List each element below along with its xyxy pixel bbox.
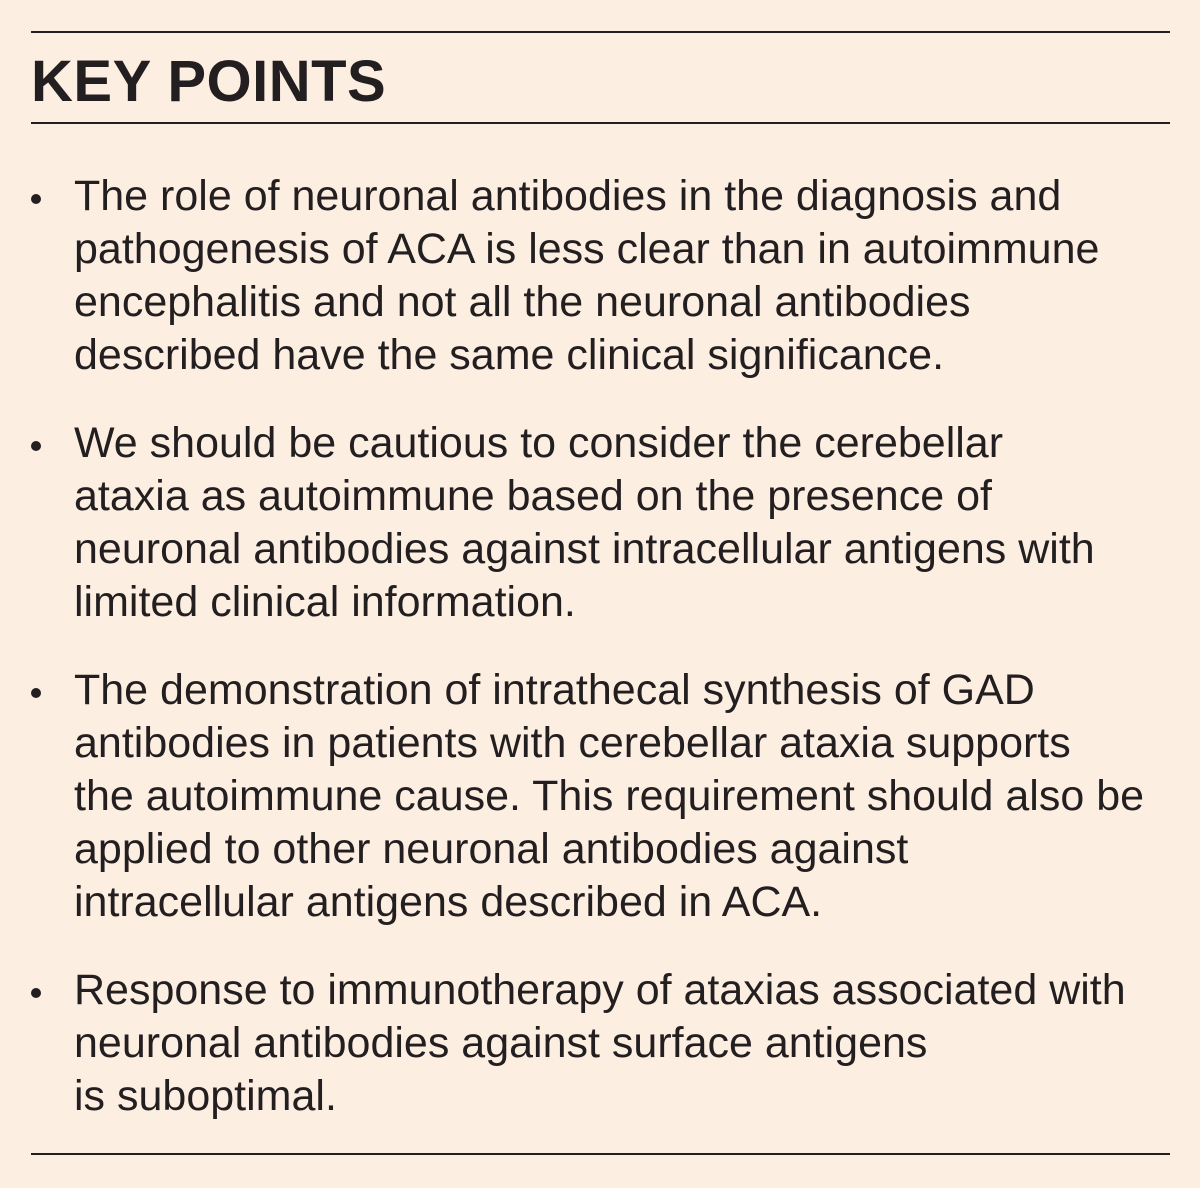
key-point-text: Response to immunotherapy of ataxias associated with neuronal antibodies against surface antigens is suboptimal. xyxy=(74,966,1126,1120)
top-rule xyxy=(31,31,1170,33)
key-points-list xyxy=(31,170,1170,1158)
key-point-text: We should be cautious to consider the cerebellar ataxia as autoimmune based on the presence of neuronal antibodies against intracellular antigens with limited clinical information. xyxy=(74,419,1095,626)
bullet-icon xyxy=(31,194,41,204)
bullet-icon xyxy=(31,988,41,998)
bullet-icon xyxy=(31,441,41,451)
heading-rule xyxy=(31,122,1170,124)
key-point-4 xyxy=(31,964,1170,1123)
key-point-2 xyxy=(31,417,1170,629)
key-point-3 xyxy=(31,664,1170,929)
bottom-rule xyxy=(31,1153,1170,1155)
box-heading: KEY POINTS xyxy=(31,49,387,114)
key-point-text: The demonstration of intrathecal synthesis of GAD antibodies in patients with cerebellar ataxia supports the autoimmune cause. This requirement should also be applied to other neuronal antibodies against intracellular antigens described in ACA. xyxy=(74,666,1145,926)
key-point-1 xyxy=(31,170,1170,382)
key-point-text: The role of neuronal antibodies in the diagnosis and pathogenesis of ACA is less clear than in autoimmune encephalitis and not all the neuronal antibodies described have the same clinical significance. xyxy=(74,172,1100,379)
bullet-icon xyxy=(31,688,41,698)
